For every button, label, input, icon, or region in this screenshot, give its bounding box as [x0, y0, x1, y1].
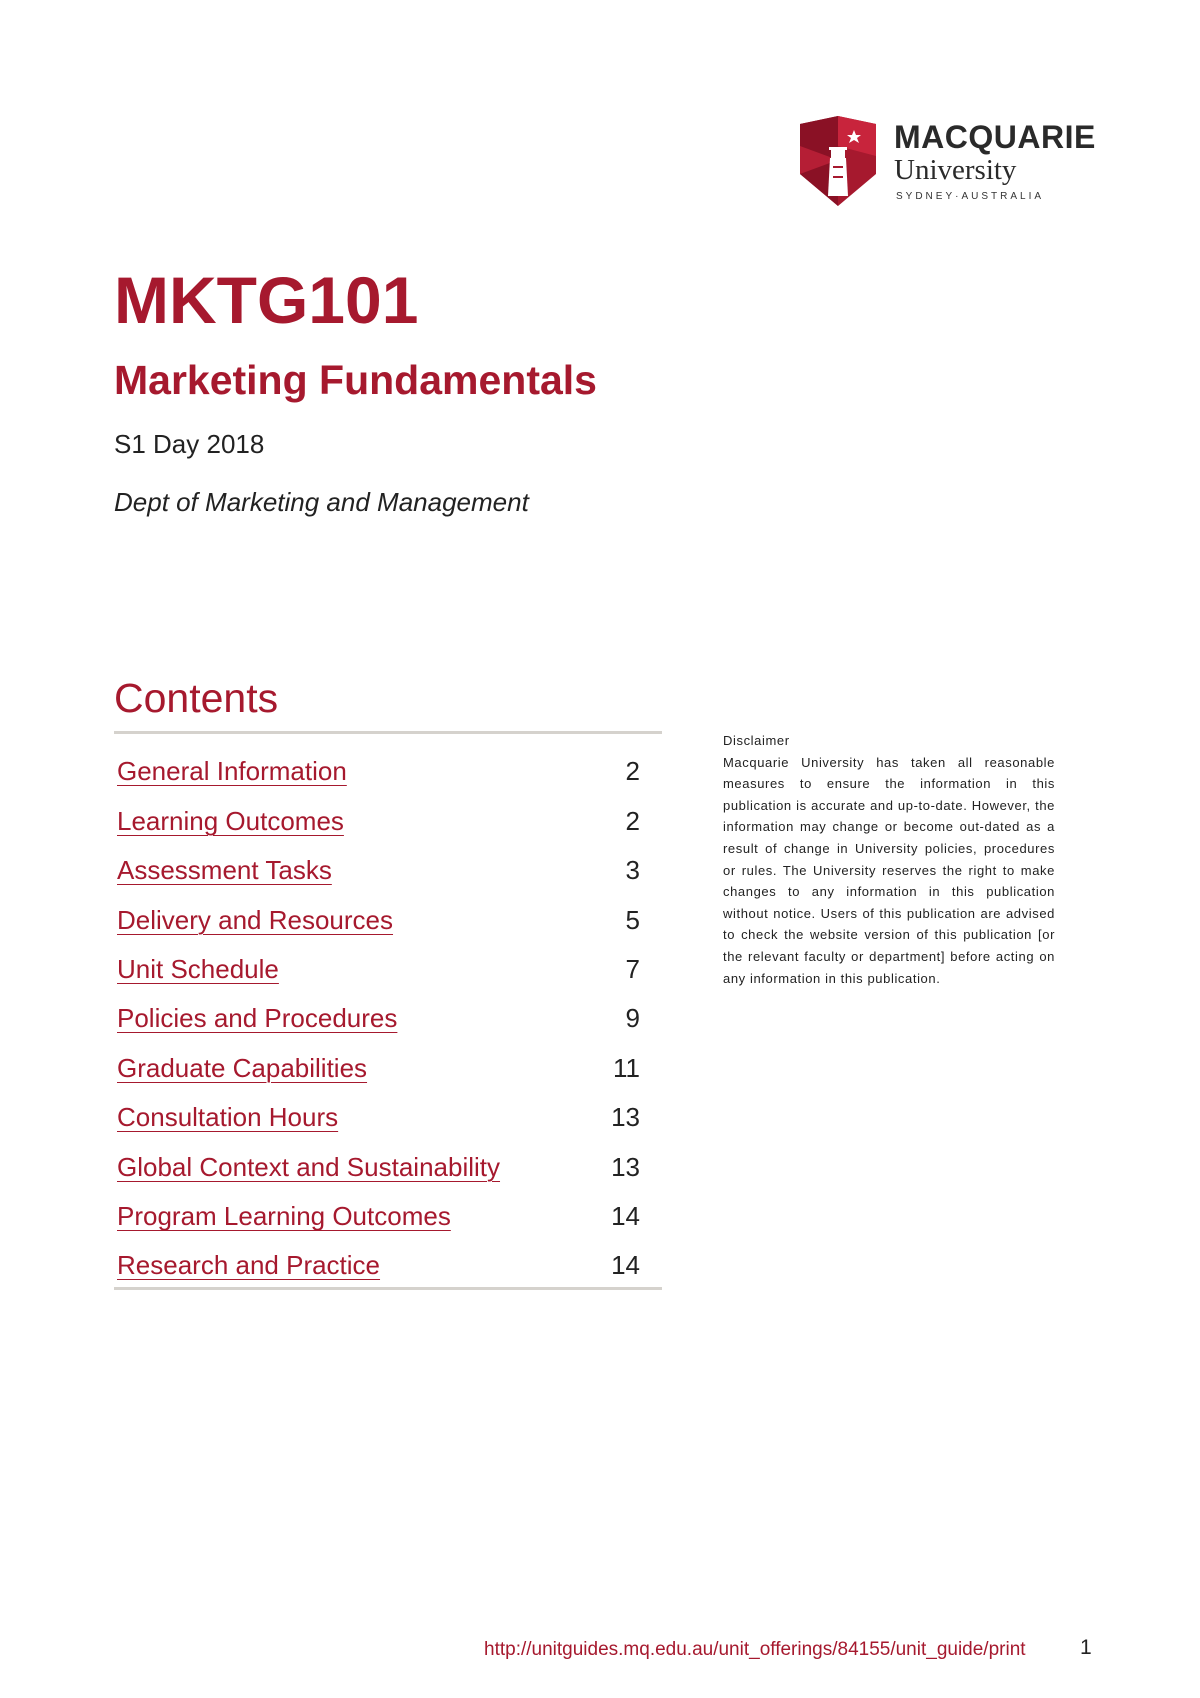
disclaimer: [723, 730, 1055, 989]
toc-link-learning-outcomes[interactable]: Learning Outcomes: [117, 805, 344, 836]
toc-page-number: 9: [625, 1003, 640, 1034]
toc-page-number: 2: [625, 805, 640, 836]
footer-page-number: 1: [1080, 1636, 1092, 1659]
toc-link-policies-and-procedures[interactable]: Policies and Procedures: [117, 1003, 398, 1034]
toc-row: [114, 985, 662, 1034]
toc-row: [114, 787, 662, 836]
toc-page-number: 11: [613, 1052, 640, 1083]
table-of-contents: [114, 731, 662, 1290]
toc-row: [114, 1084, 662, 1133]
toc-page-number: 14: [611, 1200, 640, 1231]
toc-row: [114, 936, 662, 985]
contents-heading: Contents: [114, 675, 279, 721]
toc-page-number: 13: [611, 1102, 640, 1133]
unit-session: S1 Day 2018: [114, 429, 265, 459]
toc-link-delivery-and-resources[interactable]: Delivery and Resources: [117, 904, 394, 935]
toc-row: [114, 886, 662, 935]
toc-link-consultation-hours[interactable]: Consultation Hours: [117, 1102, 339, 1133]
toc-row: [114, 1183, 662, 1232]
toc-page-number: 7: [625, 953, 640, 984]
logo-location: SYDNEY·AUSTRALIA: [896, 191, 1045, 202]
toc-row: [114, 837, 662, 886]
department: Dept of Marketing and Management: [114, 487, 529, 517]
toc-link-global-context-and-sustainability[interactable]: Global Context and Sustainability: [117, 1151, 501, 1182]
logo-subname: University: [894, 154, 1017, 186]
toc-link-unit-schedule[interactable]: Unit Schedule: [117, 953, 279, 984]
toc-page-number: 13: [611, 1151, 640, 1182]
toc-row: [114, 1034, 662, 1083]
university-logo: [800, 116, 1100, 208]
toc-link-program-learning-outcomes[interactable]: Program Learning Outcomes: [117, 1200, 451, 1231]
toc-link-general-information[interactable]: General Information: [117, 756, 347, 787]
footer-url[interactable]: http://unitguides.mq.edu.au/unit_offerings/84155/unit_guide/print: [484, 1639, 1026, 1660]
logo-name: MACQUARIE: [894, 119, 1096, 155]
unit-name: Marketing Fundamentals: [114, 357, 597, 403]
toc-link-assessment-tasks[interactable]: Assessment Tasks: [117, 855, 332, 886]
toc-row: [114, 738, 662, 787]
toc-page-number: 2: [625, 756, 640, 787]
toc-link-graduate-capabilities[interactable]: Graduate Capabilities: [117, 1052, 368, 1083]
disclaimer-title: Disclaimer: [723, 733, 790, 748]
toc-row: [114, 1232, 662, 1281]
toc-link-research-and-practice[interactable]: Research and Practice: [117, 1250, 381, 1281]
toc-page-number: 5: [625, 904, 640, 935]
toc-page-number: 3: [625, 855, 640, 886]
unit-code: MKTG101: [114, 263, 419, 337]
toc-page-number: 14: [611, 1250, 640, 1281]
toc-row: [114, 1133, 662, 1182]
disclaimer-body: Macquarie University has taken all reasonable measures to ensure the information in this publication is accurate and up-to-date. However, the information may change or become out-dated as a result of change in University policies, procedures or rules. The University reserves the right to make changes to any information in this publication without notice. Users of this publication are advised to check the website version of this publication [or the relevant faculty or department] before acting on any information in this publication.: [723, 754, 1055, 986]
lighthouse-shield-icon: [800, 116, 876, 206]
